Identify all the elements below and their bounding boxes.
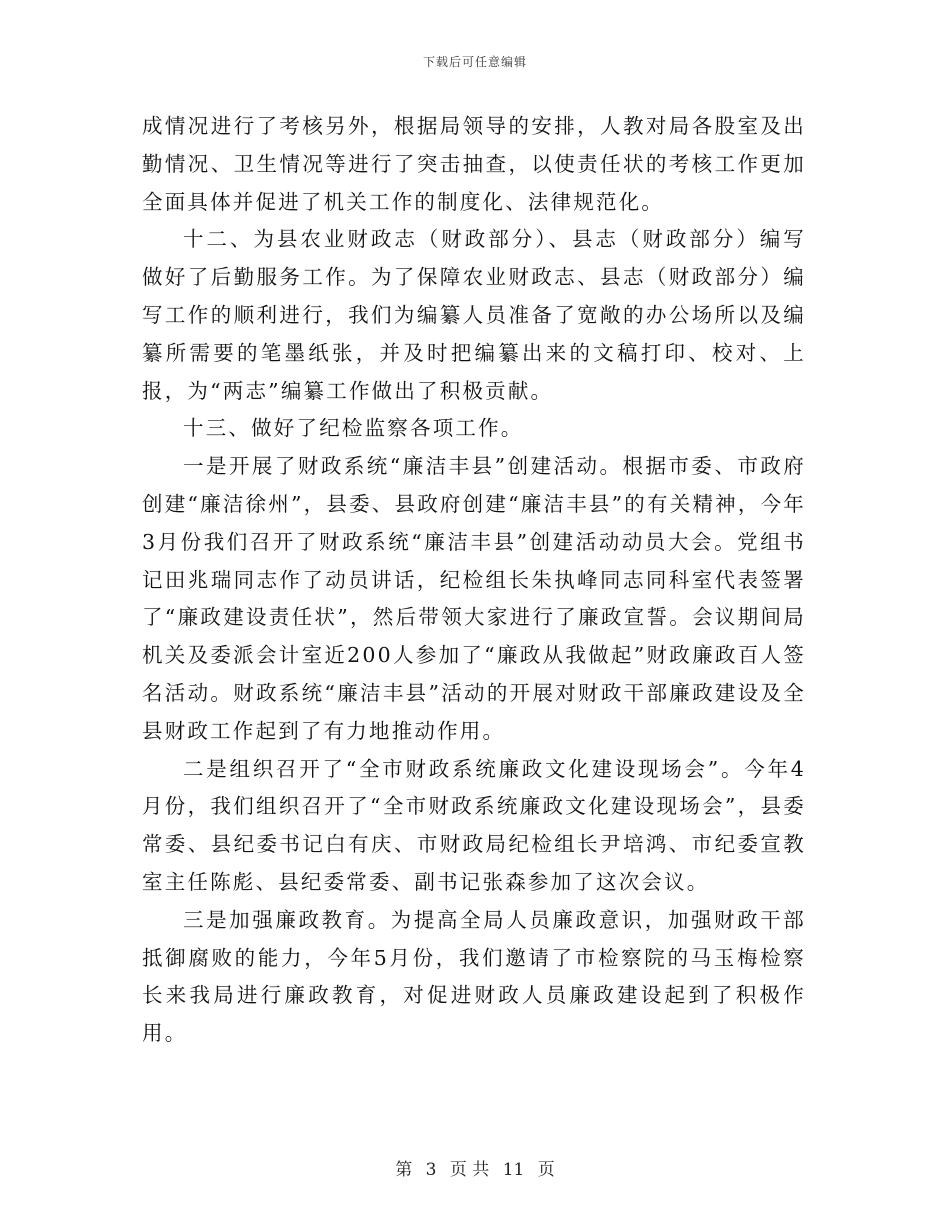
footer-suffix: 页 <box>537 1160 555 1180</box>
footer-prefix: 第 <box>395 1160 413 1180</box>
footer-current-page: 3 <box>425 1160 437 1180</box>
paragraph: 十二、为县农业财政志（财政部分）、县志（财政部分）编写做好了后勤服务工作。为了保障农业财政志、县志（财政部分）编写工作的顺利进行，我们为编纂人员准备了宽敞的办公场所以及编纂所需要的笔墨纸张，并及时把编纂出来的文稿打印、校对、上报，为“两志”编纂工作做出了积极贡献。 <box>142 227 806 403</box>
paragraph: 二是组织召开了“全市财政系统廉政文化建设现场会”。今年4月份，我们组织召开了“全市财政系统廉政文化建设现场会”，县委常委、县纪委书记白有庆、市财政局纪检组长尹培鸿、市纪委宣教室主任陈彪、县纪委常委、副书记张森参加了这次会议。 <box>142 756 806 894</box>
paragraph: 一是开展了财政系统“廉洁丰县”创建活动。根据市委、市政府创建“廉洁徐州”，县委、县政府创建“廉洁丰县”的有关精神，今年3月份我们召开了财政系统“廉洁丰县”创建活动动员大会。党组书记田兆瑞同志作了动员讲话，纪检组长朱执峰同志同科室代表签署了“廉政建设责任状”，然后带领大家进行了廉政宣誓。会议期间局机关及委派会计室近200人参加了“廉政从我做起”财政廉政百人签名活动。财政系统“廉洁丰县”活动的开展对财政干部廉政建设及全县财政工作起到了有力地推动作用。 <box>142 454 806 743</box>
page-footer <box>0 1155 950 1180</box>
footer-middle: 页 共 <box>449 1160 490 1180</box>
page-header-note: 下载后可任意编辑 <box>422 55 527 69</box>
paragraph: 三是加强廉政教育。为提高全局人员廉政意识，加强财政干部抵御腐败的能力，今年5月份，我们邀请了市检察院的马玉梅检察长来我局进行廉政教育，对促进财政人员廉政建设起到了积极作用。 <box>142 907 806 1046</box>
paragraph: 十三、做好了纪检监察各项工作。 <box>183 416 524 441</box>
paragraph: 成情况进行了考核另外，根据局领导的安排，人教对局各股室及出勤情况、卫生情况等进行了突击抽查，以使责任状的考核工作更加全面具体并促进了机关工作的制度化、法律规范化。 <box>142 114 806 214</box>
footer-total-pages: 11 <box>502 1160 525 1180</box>
document-body <box>142 108 806 1053</box>
